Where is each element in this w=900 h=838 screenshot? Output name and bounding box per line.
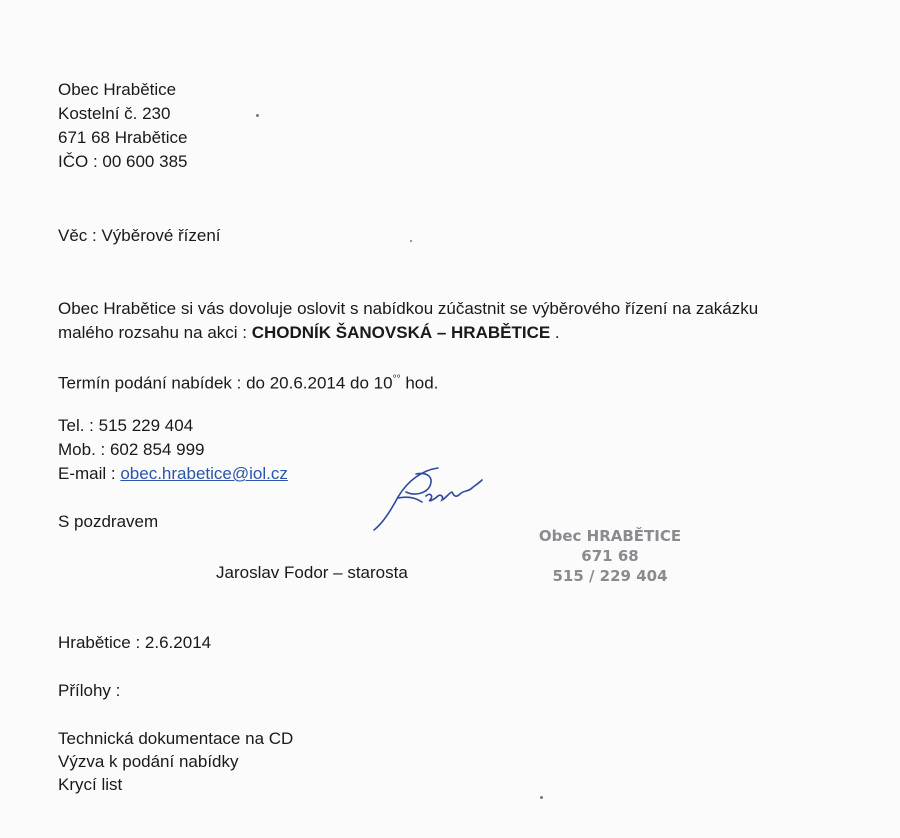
deadline-line [58, 369, 438, 395]
deadline-suffix: hod. [400, 373, 439, 393]
official-stamp [530, 526, 690, 586]
letter-date: Hrabětice : 2.6.2014 [58, 633, 212, 652]
stamp-line-1: Obec HRABĚTICE [538, 527, 682, 545]
email-link[interactable]: obec.hrabetice@iol.cz [120, 464, 288, 483]
attachment-item: Technická dokumentace na CD [58, 729, 294, 748]
deadline-prefix: Termín podání nabídek : do 20.6.2014 do 10 [58, 373, 393, 393]
stamp-line-2: 671 68 [581, 547, 639, 565]
attachment-item: Výzva k podání nabídky [58, 752, 239, 771]
email-label: E-mail : [58, 464, 121, 483]
attachments-heading: Přílohy : [58, 681, 121, 700]
body-line-1: Obec Hrabětice si vás dovoluje oslovit s nabídkou zúčastnit se výběrového řízení na zakázku [58, 299, 759, 318]
sender-name: Obec Hrabětice [58, 80, 177, 99]
greeting: S pozdravem [58, 512, 159, 531]
attachment-item: Krycí list [58, 775, 123, 794]
scan-speck [410, 240, 412, 242]
signatory: Jaroslav Fodor – starosta [216, 563, 408, 582]
body-line-2-prefix: malého rozsahu na akci : [58, 323, 252, 342]
sender-city: 671 68 Hrabětice [58, 128, 188, 147]
deadline-superscript: °° [392, 374, 401, 385]
sender-ico: IČO : 00 600 385 [58, 152, 188, 171]
body-line-2-suffix: . [550, 323, 560, 342]
scan-speck [540, 796, 543, 799]
contact-tel: Tel. : 515 229 404 [58, 416, 194, 435]
scan-speck [256, 114, 259, 117]
handwritten-signature [368, 462, 488, 534]
contact-mob: Mob. : 602 854 999 [58, 440, 205, 459]
sender-street: Kostelní č. 230 [58, 104, 171, 123]
subject-line: Věc : Výběrové řízení [58, 226, 221, 245]
contact-email-line [58, 463, 288, 485]
project-name: CHODNÍK ŠANOVSKÁ – HRABĚTICE [251, 323, 551, 342]
body-line-2 [58, 322, 560, 344]
stamp-line-3: 515 / 229 404 [552, 567, 668, 585]
